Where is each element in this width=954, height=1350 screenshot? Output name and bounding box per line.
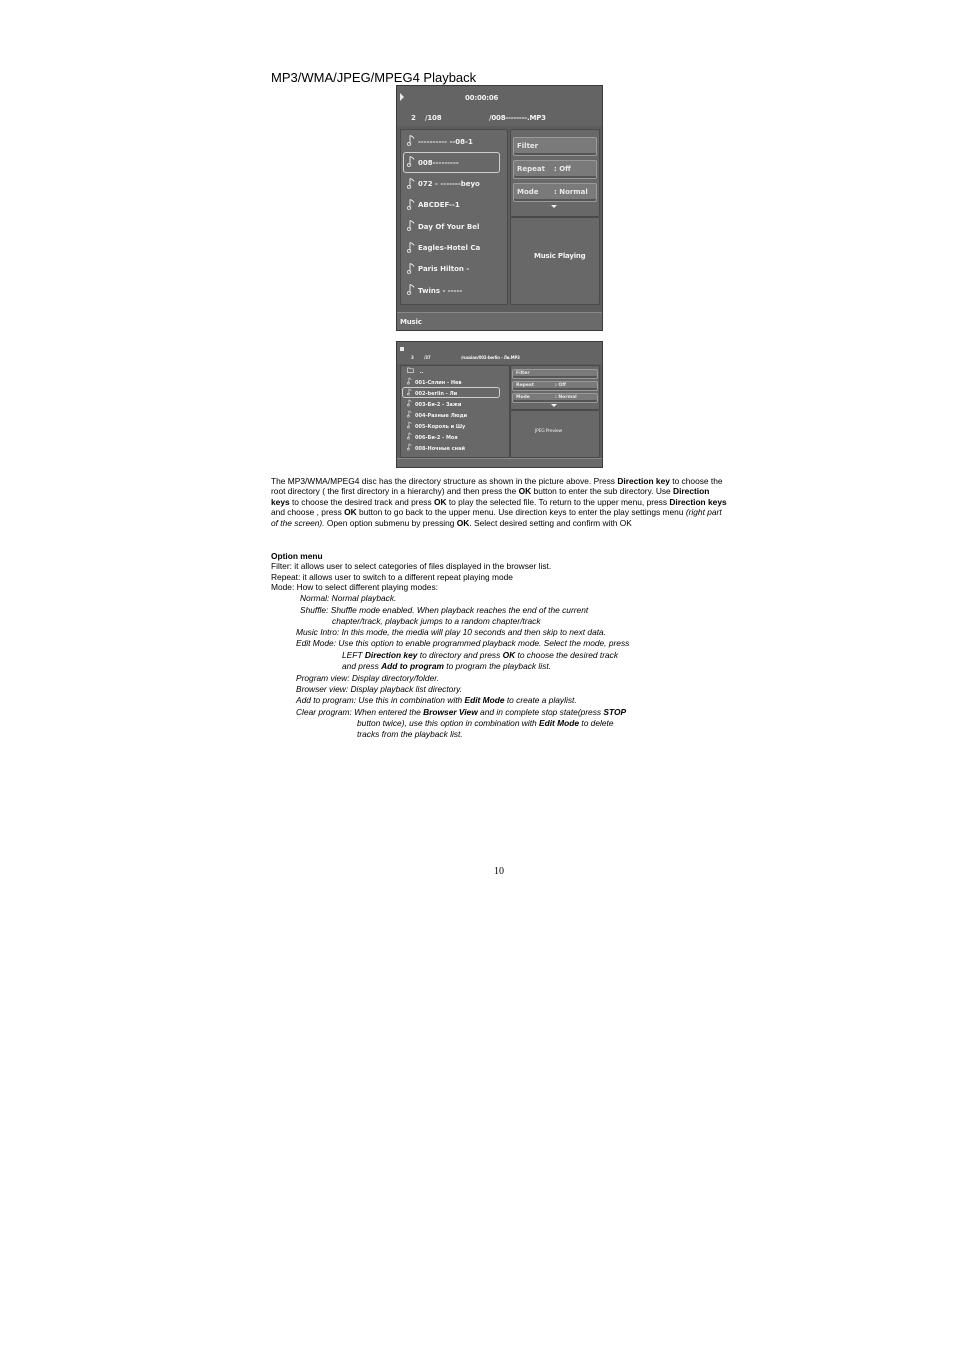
status-bar xyxy=(397,312,602,331)
repeat-label: Repeat xyxy=(517,165,545,173)
preview-panel xyxy=(510,410,600,458)
repeat-button[interactable] xyxy=(513,160,597,179)
file-row[interactable] xyxy=(407,388,457,398)
mode-description: Mode: How to select different playing modes: xyxy=(271,582,438,592)
filter-label: Filter xyxy=(517,142,539,150)
current-path: /russian/002-berlin - Ли.MP3 xyxy=(461,355,520,360)
program-view-line: Program view: Display directory/folder. xyxy=(296,673,440,683)
file-name: 006-Би-2 - Моя xyxy=(415,434,458,441)
track-total: /108 xyxy=(425,114,442,122)
intro-paragraph: The MP3/WMA/MPEG4 disc has the directory structure as shown in the picture above. Press Direction key to choose the root directory ( the first directory in a hierarchy) and then press the OK button to enter the sub directory. Use Direction keys to choose the desired track and press OK to play the selected file. To return to the upper menu, press Direction keys and choose , press OK button to go back to the upper menu. Use direction keys to enter the play settings menu (right part of the screen). Open option submenu by pressing OK. Select desired setting and confirm with OK xyxy=(271,476,727,528)
option-menu-heading: Option menu xyxy=(271,551,323,561)
track-index: 2 xyxy=(411,114,416,122)
filter-button[interactable] xyxy=(512,369,598,379)
mode-button[interactable] xyxy=(513,183,597,202)
add-to-program-line: Add to program: Use this in combination with Edit Mode to create a playlist. xyxy=(296,695,577,705)
parent-dir-row[interactable] xyxy=(407,367,424,375)
file-list-panel xyxy=(400,129,508,305)
file-row[interactable] xyxy=(407,410,467,420)
clear-program-line-3: tracks from the playback list. xyxy=(357,729,463,739)
mode-value: : Normal xyxy=(555,395,577,400)
parent-dir-label: .. xyxy=(419,368,424,375)
browser-view-line: Browser view: Display playback list directory. xyxy=(296,684,462,694)
file-row[interactable] xyxy=(407,283,462,298)
file-row[interactable] xyxy=(407,198,460,213)
scroll-down-icon xyxy=(551,404,557,407)
status-text: Music xyxy=(400,318,422,326)
options-panel xyxy=(510,365,600,410)
music-note-icon xyxy=(407,421,412,431)
file-row[interactable] xyxy=(407,177,480,192)
file-name: 008-Ночные снай xyxy=(415,445,465,452)
file-row[interactable] xyxy=(407,443,465,453)
file-name: 072 - -------beyo xyxy=(418,180,480,189)
edit-mode-line-1: Edit Mode: Use this option to enable programmed playback mode. Select the mode, press xyxy=(296,638,630,648)
preview-text: Music Playing xyxy=(534,252,586,260)
music-note-icon xyxy=(407,443,412,453)
music-note-icon xyxy=(407,134,415,149)
clear-program-line-1: Clear program: When entered the Browser View and in complete stop state(press STOP xyxy=(296,707,627,717)
file-name: Paris Hilton - xyxy=(418,265,470,274)
page-title: MP3/WMA/JPEG/MPEG4 Playback xyxy=(271,70,477,85)
repeat-description: Repeat: it allows user to switch to a different repeat playing mode xyxy=(271,572,513,582)
repeat-label: Repeat xyxy=(516,383,534,388)
file-row[interactable] xyxy=(407,219,479,234)
preview-text: JPEG Preview xyxy=(535,429,562,434)
mode-label: Mode xyxy=(516,395,530,400)
file-name: Day Of Your Bel xyxy=(418,222,480,231)
file-name: ABCDEF--1 xyxy=(418,201,460,210)
play-icon xyxy=(400,93,404,101)
info-bar xyxy=(397,86,602,126)
file-row[interactable] xyxy=(407,262,469,277)
music-note-icon xyxy=(407,155,415,170)
file-row[interactable] xyxy=(407,421,465,431)
file-row[interactable] xyxy=(407,241,480,256)
music-note-icon xyxy=(407,377,412,387)
mode-label: Mode xyxy=(517,188,539,196)
file-row[interactable] xyxy=(407,155,459,170)
filter-button[interactable] xyxy=(513,137,597,156)
file-row[interactable] xyxy=(407,134,473,149)
scroll-down-icon xyxy=(551,205,557,208)
clear-program-line-2: button twice), use this option in combination with Edit Mode to delete xyxy=(357,718,614,728)
file-name: 005-Король и Шу xyxy=(415,423,466,430)
file-list-panel xyxy=(400,365,510,458)
music-note-icon xyxy=(407,177,415,192)
music-note-icon xyxy=(407,198,415,213)
music-browser-screenshot-1 xyxy=(396,85,603,331)
current-path: /008--------.MP3 xyxy=(489,114,546,122)
info-bar xyxy=(397,342,602,364)
repeat-button[interactable] xyxy=(512,381,598,391)
file-name: 004-Разные Люди xyxy=(415,412,468,419)
stop-icon xyxy=(400,347,404,351)
status-bar xyxy=(397,458,602,468)
mode-button[interactable] xyxy=(512,393,598,403)
folder-icon xyxy=(407,367,414,375)
music-intro-line: Music Intro: In this mode, the media will play 10 seconds and then skip to next data. xyxy=(296,627,607,637)
music-note-icon xyxy=(407,283,415,298)
page-number: 10 xyxy=(494,866,504,877)
filter-label: Filter xyxy=(516,371,530,376)
file-name: Eagles-Hotel Ca xyxy=(418,244,481,252)
file-name: 002-berlin - Ли xyxy=(415,390,458,397)
track-total: /37 xyxy=(424,355,431,360)
shuffle-mode-line-2: chapter/track, playback jumps to a random chapter/track xyxy=(332,616,541,626)
preview-panel xyxy=(510,217,600,305)
normal-mode-line: Normal: Normal playback. xyxy=(300,593,397,603)
music-note-icon xyxy=(407,432,412,442)
options-panel xyxy=(510,129,600,217)
music-browser-screenshot-2 xyxy=(396,341,603,468)
music-note-icon xyxy=(407,410,412,420)
edit-mode-line-2: LEFT Direction key to directory and press OK to choose the desired track xyxy=(342,650,619,660)
file-name: Twins - ----- xyxy=(418,286,463,295)
music-note-icon xyxy=(407,241,415,256)
elapsed-time: 00:00:06 xyxy=(465,94,499,102)
file-row[interactable] xyxy=(407,377,462,387)
file-name: 008--------- xyxy=(418,158,459,167)
filter-description: Filter: it allows user to select categories of files displayed in the browser list. xyxy=(271,561,552,571)
file-name: 001-Сплин - Нев xyxy=(415,379,462,386)
shuffle-mode-line-1: Shuffle: Shuffle mode enabled. When playback reaches the end of the current xyxy=(300,605,589,615)
music-note-icon xyxy=(407,388,412,398)
file-row[interactable] xyxy=(407,432,458,442)
file-name: 003-Би-2 - Зажи xyxy=(415,401,462,408)
music-note-icon xyxy=(407,399,412,409)
track-index: 3 xyxy=(411,355,414,360)
repeat-value: : Off xyxy=(554,165,571,173)
music-note-icon xyxy=(407,262,415,277)
music-note-icon xyxy=(407,219,415,234)
mode-value: : Normal xyxy=(554,188,588,196)
file-row[interactable] xyxy=(407,399,461,409)
edit-mode-line-3: and press Add to program to program the playback list. xyxy=(342,661,551,671)
file-name: ---------- --08-1 xyxy=(418,137,473,146)
repeat-value: : Off xyxy=(555,383,566,388)
